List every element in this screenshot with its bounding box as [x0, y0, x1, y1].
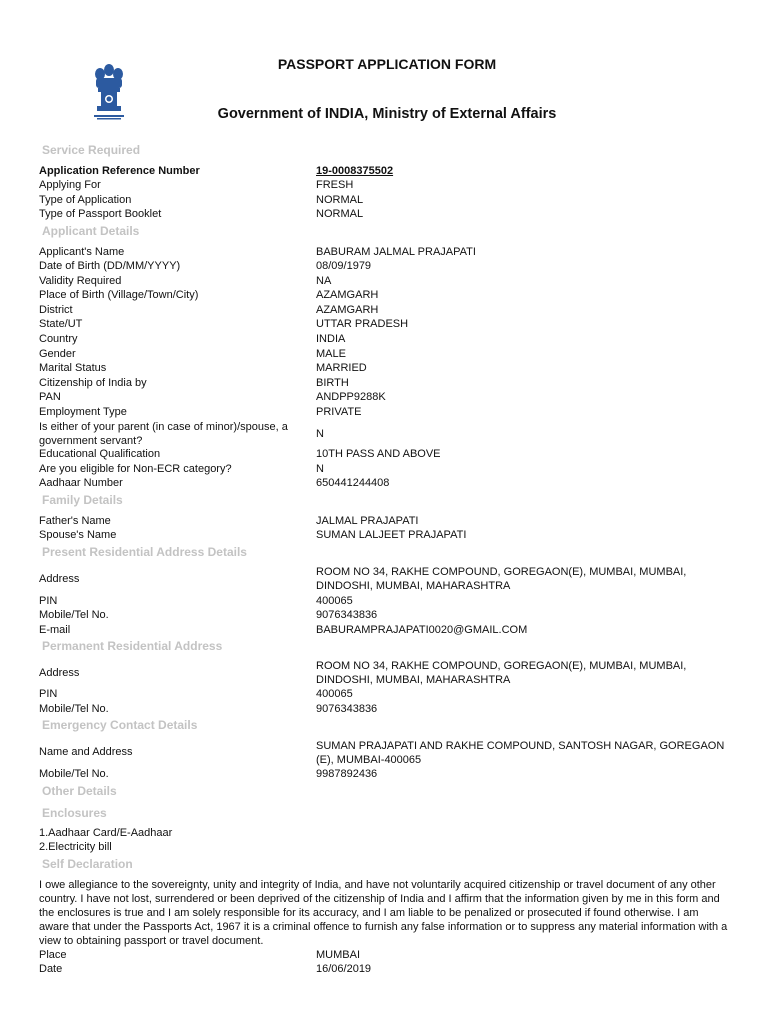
present-mobile-label: Mobile/Tel No.: [39, 609, 109, 621]
state-label: State/UT: [39, 318, 83, 330]
pob-value: AZAMGARH: [316, 289, 379, 301]
emergency-mobile-value: 9987892436: [316, 768, 378, 780]
employment-label: Employment Type: [39, 406, 127, 418]
section-emergency-contact: Emergency Contact Details: [42, 718, 198, 732]
citizenship-value: BIRTH: [316, 377, 349, 389]
validity-value: NA: [316, 275, 332, 287]
dob-value: 08/09/1979: [316, 260, 372, 272]
page-subtitle: Government of INDIA, Ministry of External Affairs: [217, 106, 557, 122]
applying-label: Applying For: [39, 179, 101, 191]
aadhaar-value: 650441244408: [316, 477, 390, 489]
page-title: PASSPORT APPLICATION FORM: [277, 56, 497, 72]
enclosure-item-2: 2.Electricity bill: [39, 841, 112, 853]
emergency-name-label: Name and Address: [39, 746, 133, 758]
name-label: Applicant's Name: [39, 246, 125, 258]
father-label: Father's Name: [39, 515, 111, 527]
present-pin-value: 400065: [316, 595, 353, 607]
employment-value: PRIVATE: [316, 406, 362, 418]
section-service-required: Service Required: [42, 143, 141, 157]
section-present-address: Present Residential Address Details: [42, 545, 247, 559]
country-label: Country: [39, 333, 78, 345]
spouse-value: SUMAN LALJEET PRAJAPATI: [316, 529, 467, 541]
enclosure-item-1: 1.Aadhaar Card/E-Aadhaar: [39, 827, 173, 839]
booklet-label: Type of Passport Booklet: [39, 208, 162, 220]
permanent-address-label: Address: [39, 667, 80, 679]
permanent-address-value: ROOM NO 34, RAKHE COMPOUND, GOREGAON(E), MUMBAI, MUMBAI, DINDOSHI, MUMBAI, MAHARASHTRA: [316, 660, 687, 686]
permanent-pin-label: PIN: [39, 688, 58, 700]
validity-label: Validity Required: [39, 275, 122, 287]
place-value: MUMBAI: [316, 949, 360, 961]
applying-value: FRESH: [316, 179, 354, 191]
present-mobile-value: 9076343836: [316, 609, 378, 621]
section-self-declaration: Self Declaration: [42, 857, 133, 871]
country-value: INDIA: [316, 333, 346, 345]
section-permanent-address: Permanent Residential Address: [42, 639, 223, 653]
ecr-value: N: [316, 463, 324, 475]
gender-value: MALE: [316, 348, 346, 360]
marital-value: MARRIED: [316, 362, 367, 374]
present-address-label: Address: [39, 573, 80, 585]
present-address-value: ROOM NO 34, RAKHE COMPOUND, GOREGAON(E), MUMBAI, MUMBAI, DINDOSHI, MUMBAI, MAHARASHTRA: [316, 566, 687, 592]
present-pin-label: PIN: [39, 595, 58, 607]
pan-value: ANDPP9288K: [316, 391, 386, 403]
date-value: 16/06/2019: [316, 963, 372, 975]
aadhaar-label: Aadhaar Number: [39, 477, 123, 489]
type-app-label: Type of Application: [39, 194, 132, 206]
ref-label: Application Reference Number: [39, 165, 200, 177]
marital-label: Marital Status: [39, 362, 107, 374]
place-label: Place: [39, 949, 67, 961]
spouse-label: Spouse's Name: [39, 529, 117, 541]
govt-label: Is either of your parent (in case of minor)/spouse, a government servant?: [39, 421, 288, 447]
gender-label: Gender: [39, 348, 76, 360]
permanent-mobile-value: 9076343836: [316, 703, 378, 715]
emergency-mobile-label: Mobile/Tel No.: [39, 768, 109, 780]
dob-label: Date of Birth (DD/MM/YYYY): [39, 260, 181, 272]
ref-value: 19-0008375502: [316, 165, 394, 177]
pob-label: Place of Birth (Village/Town/City): [39, 289, 199, 301]
pan-label: PAN: [39, 391, 61, 403]
ecr-label: Are you eligible for Non-ECR category?: [39, 463, 232, 475]
district-value: AZAMGARH: [316, 304, 379, 316]
declaration-text: I owe allegiance to the sovereignty, unity and integrity of India, and have not voluntarily acquired citizenship or travel document of any other country. I have not lost, surrendered or been deprived of the citizenship of India and I affirm that the information given by me in this form and the enclosures is true and I am solely responsible for its accuracy, and I am liable to be penalized or prosecuted if found otherwise. I am aware that under the Passports Act, 1967 it is a criminal offence to furnish any false information or to suppress any material information with a view to obtaining passport or travel document.: [39, 879, 728, 947]
present-email-label: E-mail: [39, 624, 71, 636]
present-email-value: BABURAMPRAJAPATI0020@GMAIL.COM: [316, 624, 528, 636]
emergency-name-value: SUMAN PRAJAPATI AND RAKHE COMPOUND, SANTOSH NAGAR, GOREGAON (E), MUMBAI-400065: [316, 740, 725, 766]
education-value: 10TH PASS AND ABOVE: [316, 448, 441, 460]
education-label: Educational Qualification: [39, 448, 161, 460]
district-label: District: [39, 304, 73, 316]
type-app-value: NORMAL: [316, 194, 364, 206]
date-label: Date: [39, 963, 63, 975]
section-other-details: Other Details: [42, 784, 117, 798]
citizenship-label: Citizenship of India by: [39, 377, 147, 389]
permanent-mobile-label: Mobile/Tel No.: [39, 703, 109, 715]
father-value: JALMAL PRAJAPATI: [316, 515, 419, 527]
govt-value: N: [316, 428, 324, 440]
state-value: UTTAR PRADESH: [316, 318, 409, 330]
section-applicant-details: Applicant Details: [42, 224, 140, 238]
permanent-pin-value: 400065: [316, 688, 353, 700]
section-family-details: Family Details: [42, 493, 123, 507]
name-value: BABURAM JALMAL PRAJAPATI: [316, 246, 476, 258]
section-enclosures: Enclosures: [42, 806, 107, 820]
booklet-value: NORMAL: [316, 208, 364, 220]
